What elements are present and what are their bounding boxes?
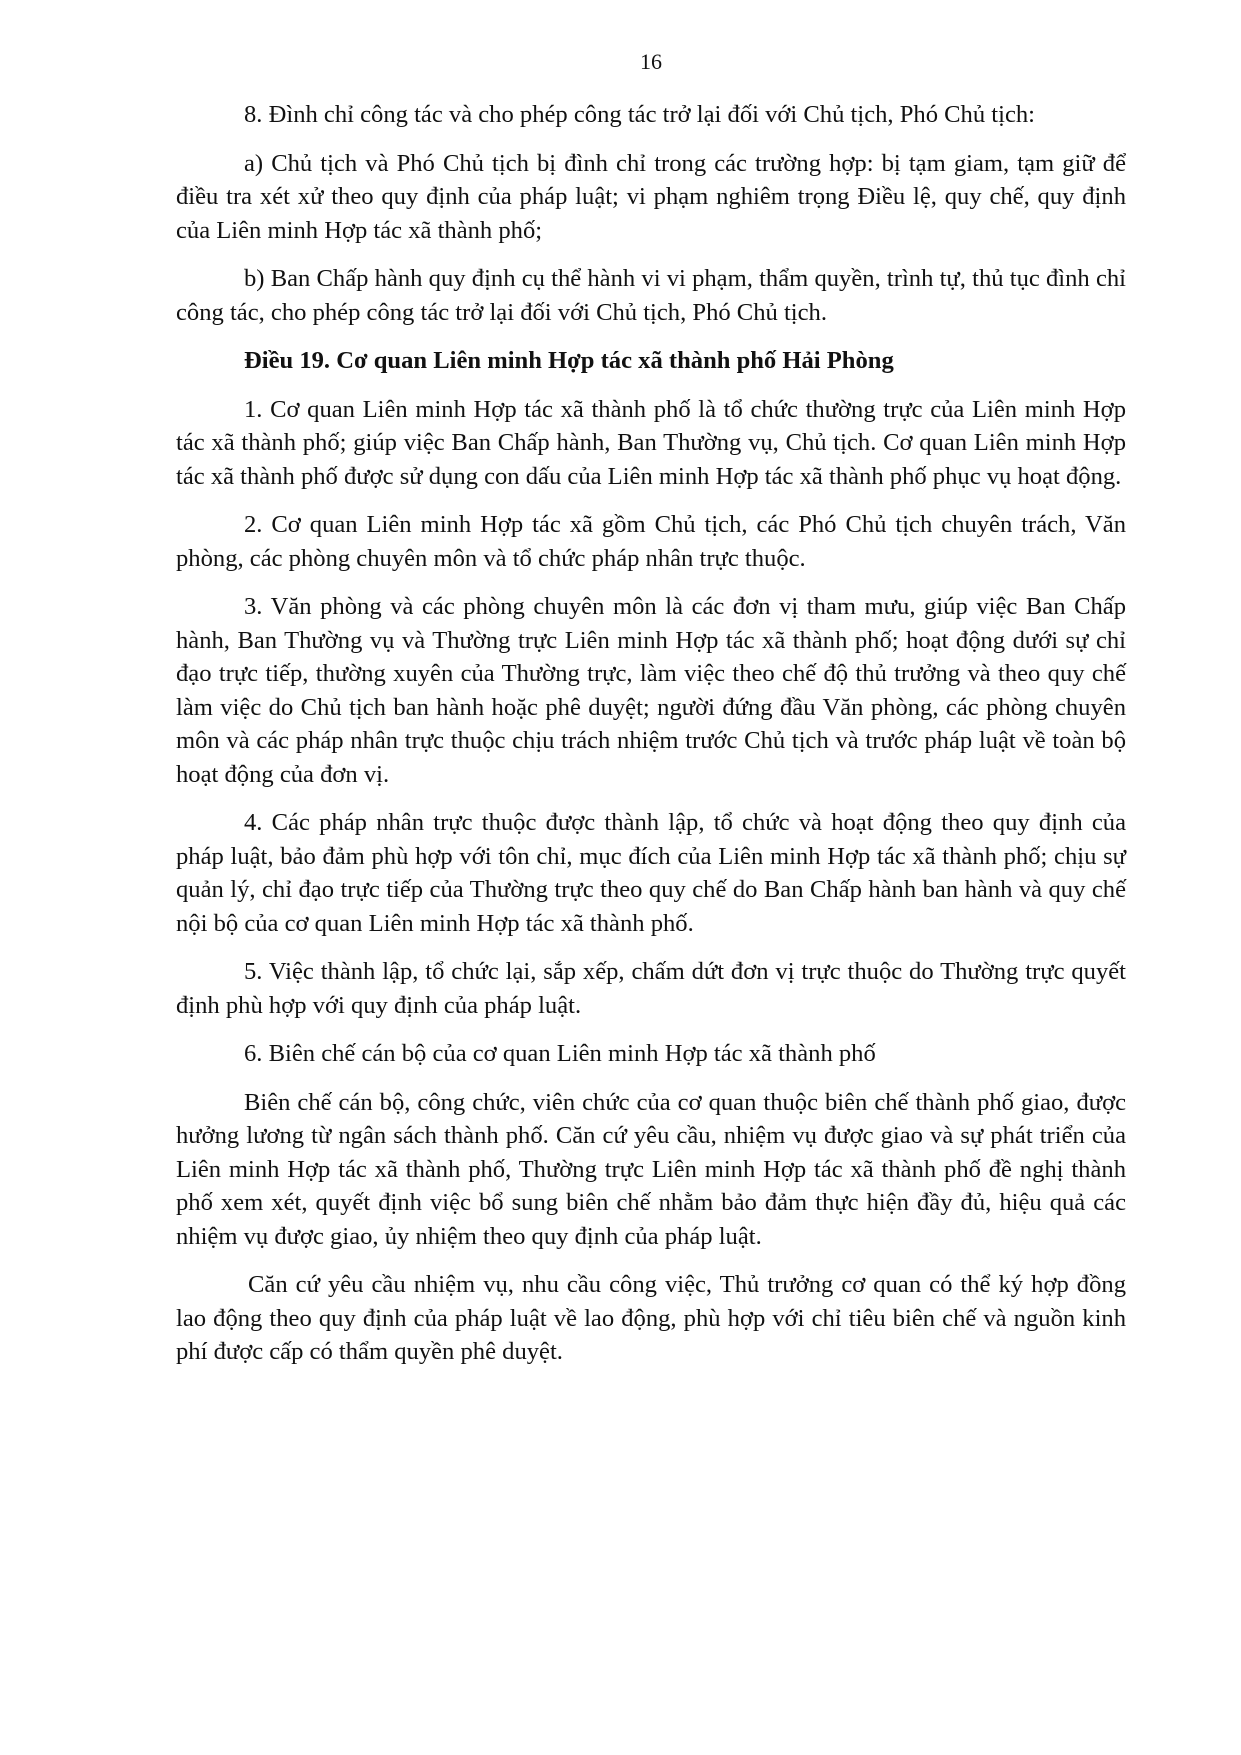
- article-19-clause-1: 1. Cơ quan Liên minh Hợp tác xã thành phố là tổ chức thường trực của Liên minh Hợp tác xã thành phố; giúp việc Ban Chấp hành, Ban Thường vụ, Chủ tịch. Cơ quan Liên minh Hợp tác xã thành phố được sử dụng con dấu của Liên minh Hợp tác xã thành phố phục vụ hoạt động.: [176, 395, 1126, 490]
- article-19-clause-3: 3. Văn phòng và các phòng chuyên môn là các đơn vị tham mưu, giúp việc Ban Chấp hành, Ban Thường vụ và Thường trực Liên minh Hợp tác xã thành phố; hoạt động dưới sự chỉ đạo trực tiếp, thường xuyên của Thường trực, làm việc theo chế độ thủ trưởng và theo quy chế làm việc do Chủ tịch ban hành hoặc phê duyệt; người đứng đầu Văn phòng, các phòng chuyên môn và các pháp nhân trực thuộc chịu trách nhiệm trước Chủ tịch và trước pháp luật về toàn bộ hoạt động của đơn vị.: [176, 593, 1126, 788]
- clause-8-intro: 8. Đình chỉ công tác và cho phép công tác trở lại đối với Chủ tịch, Phó Chủ tịch:: [244, 101, 1035, 128]
- article-19-clause-6-contract: Căn cứ yêu cầu nhiệm vụ, nhu cầu công việc, Thủ trưởng cơ quan có thể ký hợp đồng lao động theo quy định của pháp luật về lao động, phù hợp với chỉ tiêu biên chế và nguồn kinh phí được cấp có thẩm quyền phê duyệt.: [176, 1271, 1126, 1365]
- page-number: 16: [640, 49, 662, 74]
- article-19-clause-5: 5. Việc thành lập, tổ chức lại, sắp xếp, chấm dứt đơn vị trực thuộc do Thường trực quyết định phù hợp với quy định của pháp luật.: [176, 958, 1126, 1019]
- clause-8b: b) Ban Chấp hành quy định cụ thể hành vi vi phạm, thẩm quyền, trình tự, thủ tục đình chỉ công tác, cho phép công tác trở lại đối với Chủ tịch, Phó Chủ tịch.: [176, 265, 1126, 326]
- article-19-clause-6-body: Biên chế cán bộ, công chức, viên chức của cơ quan thuộc biên chế thành phố giao, được hưởng lương từ ngân sách thành phố. Căn cứ yêu cầu, nhiệm vụ được giao và sự phát triển của Liên minh Hợp tác xã thành phố, Thường trực Liên minh Hợp tác xã thành phố đề nghị thành phố xem xét, quyết định việc bổ sung biên chế nhằm bảo đảm thực hiện đầy đủ, hiệu quả các nhiệm vụ được giao, ủy nhiệm theo quy định của pháp luật.: [176, 1088, 1126, 1250]
- clause-8a: a) Chủ tịch và Phó Chủ tịch bị đình chỉ trong các trường hợp: bị tạm giam, tạm giữ để điều tra xét xử theo quy định của pháp luật; vi phạm nghiêm trọng Điều lệ, quy chế, quy định của Liên minh Hợp tác xã thành phố;: [176, 149, 1126, 244]
- article-19-clause-6-title: 6. Biên chế cán bộ của cơ quan Liên minh Hợp tác xã thành phố: [244, 1040, 876, 1067]
- article-19-heading: Điều 19. Cơ quan Liên minh Hợp tác xã thành phố Hải Phòng: [244, 347, 894, 374]
- document-page: [176, 40, 1126, 1384]
- article-19-clause-4: 4. Các pháp nhân trực thuộc được thành lập, tổ chức và hoạt động theo quy định của pháp luật, bảo đảm phù hợp với tôn chỉ, mục đích của Liên minh Hợp tác xã thành phố; chịu sự quản lý, chỉ đạo trực tiếp của Thường trực theo quy chế do Ban Chấp hành ban hành và quy chế nội bộ của cơ quan Liên minh Hợp tác xã thành phố.: [176, 809, 1126, 937]
- article-19-clause-2: 2. Cơ quan Liên minh Hợp tác xã gồm Chủ tịch, các Phó Chủ tịch chuyên trách, Văn phòng, các phòng chuyên môn và tổ chức pháp nhân trực thuộc.: [176, 511, 1126, 572]
